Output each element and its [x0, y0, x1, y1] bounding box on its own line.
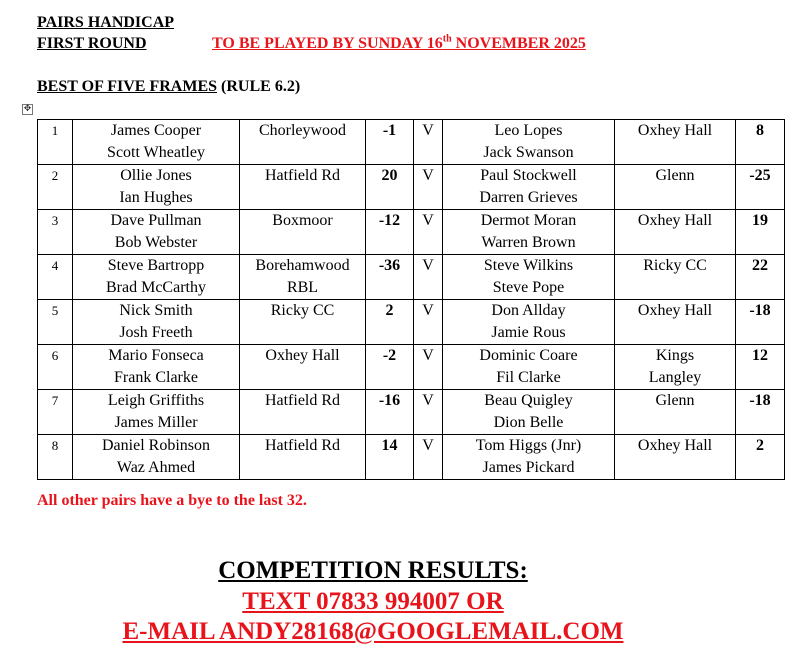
away-handicap	[736, 300, 785, 345]
fixture-number	[38, 210, 73, 255]
home-handicap	[366, 210, 414, 255]
versus-text: V	[422, 167, 434, 184]
home-club	[240, 300, 366, 345]
away-handicap-text: 8	[756, 122, 764, 139]
away-club-text: Kings	[655, 347, 695, 364]
versus	[414, 390, 443, 435]
versus	[414, 255, 443, 300]
home-club	[240, 345, 366, 390]
deadline-ordinal: th	[442, 33, 452, 45]
fixture-number	[38, 345, 73, 390]
email-contact: E-MAIL ANDY28168@GOOGLEMAIL.COM	[122, 618, 624, 645]
away-club	[615, 390, 736, 435]
bye-note: All other pairs have a bye to the last 32.	[37, 492, 307, 509]
deadline-prefix: TO BE PLAYED BY SUNDAY 16	[212, 35, 443, 52]
fixture-number-text: 2	[51, 168, 59, 183]
away-handicap	[736, 255, 785, 300]
away-handicap-text: -18	[749, 392, 771, 409]
table-row	[38, 120, 785, 165]
away-club-text: Ricky CC	[643, 257, 707, 274]
away-pair-text: Leo Lopes	[494, 122, 563, 139]
away-handicap	[736, 120, 785, 165]
home-handicap-text: -12	[378, 212, 401, 229]
home-club-text: Ricky CC	[270, 302, 335, 319]
versus-text: V	[422, 392, 434, 409]
home-pair-text: Dave Pullman	[110, 212, 202, 229]
away-pair-text: Darren Grieves	[479, 189, 578, 206]
away-handicap-text: 12	[752, 347, 768, 364]
home-handicap-text: -16	[378, 392, 401, 409]
away-club-text: Oxhey Hall	[637, 302, 713, 319]
away-handicap	[736, 210, 785, 255]
deadline	[212, 35, 586, 53]
away-pair	[443, 300, 615, 345]
away-handicap-text: 22	[752, 257, 768, 274]
home-pair	[73, 300, 240, 345]
home-pair	[73, 435, 240, 480]
fixture-number-text: 7	[51, 393, 59, 408]
home-handicap-text: 20	[381, 167, 398, 184]
away-pair-text: Dermot Moran	[480, 212, 577, 229]
home-handicap	[366, 345, 414, 390]
away-club	[615, 300, 736, 345]
away-pair	[443, 120, 615, 165]
away-pair-text: Steve Wilkins	[483, 257, 574, 274]
home-club	[240, 255, 366, 300]
home-club-text: Boxmoor	[272, 212, 333, 229]
away-club-text: Oxhey Hall	[637, 212, 713, 229]
home-pair-text: Leigh Griffiths	[107, 392, 205, 409]
home-pair	[73, 165, 240, 210]
home-pair-text: Nick Smith	[119, 302, 193, 319]
frames-label: BEST OF FIVE FRAMES	[37, 78, 218, 95]
home-pair-text: Frank Clarke	[114, 369, 198, 386]
home-pair-text: Ollie Jones	[120, 167, 192, 184]
text-contact: TEXT 07833 994007 OR	[242, 588, 504, 615]
home-club	[240, 165, 366, 210]
versus-text: V	[422, 122, 434, 139]
home-pair	[73, 120, 240, 165]
home-pair-text: Brad McCarthy	[106, 279, 206, 296]
away-pair	[443, 255, 615, 300]
away-pair-text: Beau Quigley	[484, 392, 573, 409]
table-row	[38, 255, 785, 300]
table-row	[38, 300, 785, 345]
results-heading: COMPETITION RESULTS:	[218, 557, 528, 584]
fixture-number	[38, 300, 73, 345]
away-pair-text: Dominic Coare	[479, 347, 578, 364]
versus-text: V	[422, 302, 434, 319]
home-handicap	[366, 435, 414, 480]
home-pair-text: Scott Wheatley	[107, 144, 205, 161]
move-handle-icon[interactable]: ✥	[23, 104, 32, 114]
home-handicap-text: 2	[385, 302, 394, 319]
home-club-text: Oxhey Hall	[265, 347, 340, 364]
fixture-number	[38, 435, 73, 480]
away-club	[615, 435, 736, 480]
away-handicap-text: -18	[749, 302, 771, 319]
away-pair-text: Steve Pope	[492, 279, 565, 296]
table-row	[38, 210, 785, 255]
away-club-text: Oxhey Hall	[637, 122, 713, 139]
fixture-number-text: 6	[51, 348, 59, 363]
table-row	[38, 165, 785, 210]
away-club-text: Langley	[648, 369, 702, 386]
home-club-text: RBL	[286, 279, 319, 296]
frames-heading	[37, 78, 300, 96]
away-club-text: Oxhey Hall	[637, 437, 713, 454]
versus	[414, 210, 443, 255]
away-handicap	[736, 435, 785, 480]
home-pair	[73, 390, 240, 435]
home-handicap	[366, 255, 414, 300]
fixture-number	[38, 165, 73, 210]
home-club-text: Hatfield Rd	[264, 437, 341, 454]
fixture-number-text: 5	[51, 303, 59, 318]
fixture-number-text: 1	[51, 123, 59, 138]
versus-text: V	[422, 437, 434, 454]
away-pair-text: Paul Stockwell	[480, 167, 577, 184]
home-pair	[73, 255, 240, 300]
away-club	[615, 345, 736, 390]
versus	[414, 300, 443, 345]
fixture-number	[38, 390, 73, 435]
away-pair	[443, 390, 615, 435]
versus	[414, 345, 443, 390]
home-pair-text: James Miller	[114, 414, 198, 431]
versus	[414, 120, 443, 165]
frames-rule: (RULE 6.2)	[217, 78, 301, 95]
away-handicap	[736, 390, 785, 435]
away-club	[615, 255, 736, 300]
versus	[414, 165, 443, 210]
fixture-number-text: 3	[51, 213, 59, 228]
table-row	[38, 345, 785, 390]
away-club	[615, 210, 736, 255]
home-handicap	[366, 120, 414, 165]
away-handicap-text: 2	[756, 437, 764, 454]
home-club	[240, 120, 366, 165]
home-club-text: Chorleywood	[258, 122, 347, 139]
table-row	[38, 435, 785, 480]
away-pair-text: Warren Brown	[481, 234, 576, 251]
home-club-text: Hatfield Rd	[264, 392, 341, 409]
home-club	[240, 390, 366, 435]
away-pair	[443, 165, 615, 210]
home-club	[240, 210, 366, 255]
home-handicap	[366, 300, 414, 345]
versus-text: V	[422, 212, 434, 229]
away-club	[615, 120, 736, 165]
title: PAIRS HANDICAP	[37, 14, 175, 31]
home-handicap	[366, 390, 414, 435]
versus-text: V	[422, 257, 434, 274]
fixture-number	[38, 120, 73, 165]
away-pair-text: James Pickard	[482, 459, 575, 476]
home-handicap-text: 14	[381, 437, 398, 454]
home-club-text: Borehamwood	[255, 257, 350, 274]
fixture-number-text: 4	[51, 258, 59, 273]
versus	[414, 435, 443, 480]
home-pair-text: Steve Bartropp	[107, 257, 205, 274]
away-pair-text: Jamie Rous	[491, 324, 566, 341]
deadline-rest: NOVEMBER 2025	[451, 35, 586, 52]
home-pair	[73, 345, 240, 390]
away-handicap-text: -25	[749, 167, 771, 184]
home-club	[240, 435, 366, 480]
away-pair	[443, 345, 615, 390]
away-pair	[443, 435, 615, 480]
table-row	[38, 390, 785, 435]
home-pair	[73, 210, 240, 255]
away-club-text: Glenn	[655, 167, 695, 184]
home-handicap-text: -36	[378, 257, 401, 274]
away-handicap	[736, 165, 785, 210]
home-pair-text: Waz Ahmed	[116, 459, 196, 476]
away-club-text: Glenn	[655, 392, 695, 409]
home-pair-text: James Cooper	[110, 122, 202, 139]
away-club	[615, 165, 736, 210]
versus-text: V	[422, 347, 434, 364]
round-label: FIRST ROUND	[37, 35, 147, 52]
home-pair-text: Ian Hughes	[119, 189, 193, 206]
home-pair-text: Josh Freeth	[119, 324, 193, 341]
away-handicap-text: 19	[752, 212, 768, 229]
away-pair-text: Dion Belle	[493, 414, 564, 431]
home-pair-text: Bob Webster	[114, 234, 198, 251]
fixture-number	[38, 255, 73, 300]
away-pair-text: Don Allday	[491, 302, 566, 319]
away-handicap	[736, 345, 785, 390]
fixture-number-text: 8	[51, 438, 59, 453]
fixtures-table	[37, 119, 785, 480]
home-pair-text: Mario Fonseca	[108, 347, 204, 364]
home-handicap	[366, 165, 414, 210]
away-pair-text: Jack Swanson	[483, 144, 574, 161]
away-pair	[443, 210, 615, 255]
home-handicap-text: -2	[382, 347, 397, 364]
away-pair-text: Tom Higgs (Jnr)	[475, 437, 582, 454]
home-club-text: Hatfield Rd	[264, 167, 341, 184]
home-handicap-text: -1	[382, 122, 397, 139]
away-pair-text: Fil Clarke	[496, 369, 561, 386]
home-pair-text: Daniel Robinson	[102, 437, 210, 454]
